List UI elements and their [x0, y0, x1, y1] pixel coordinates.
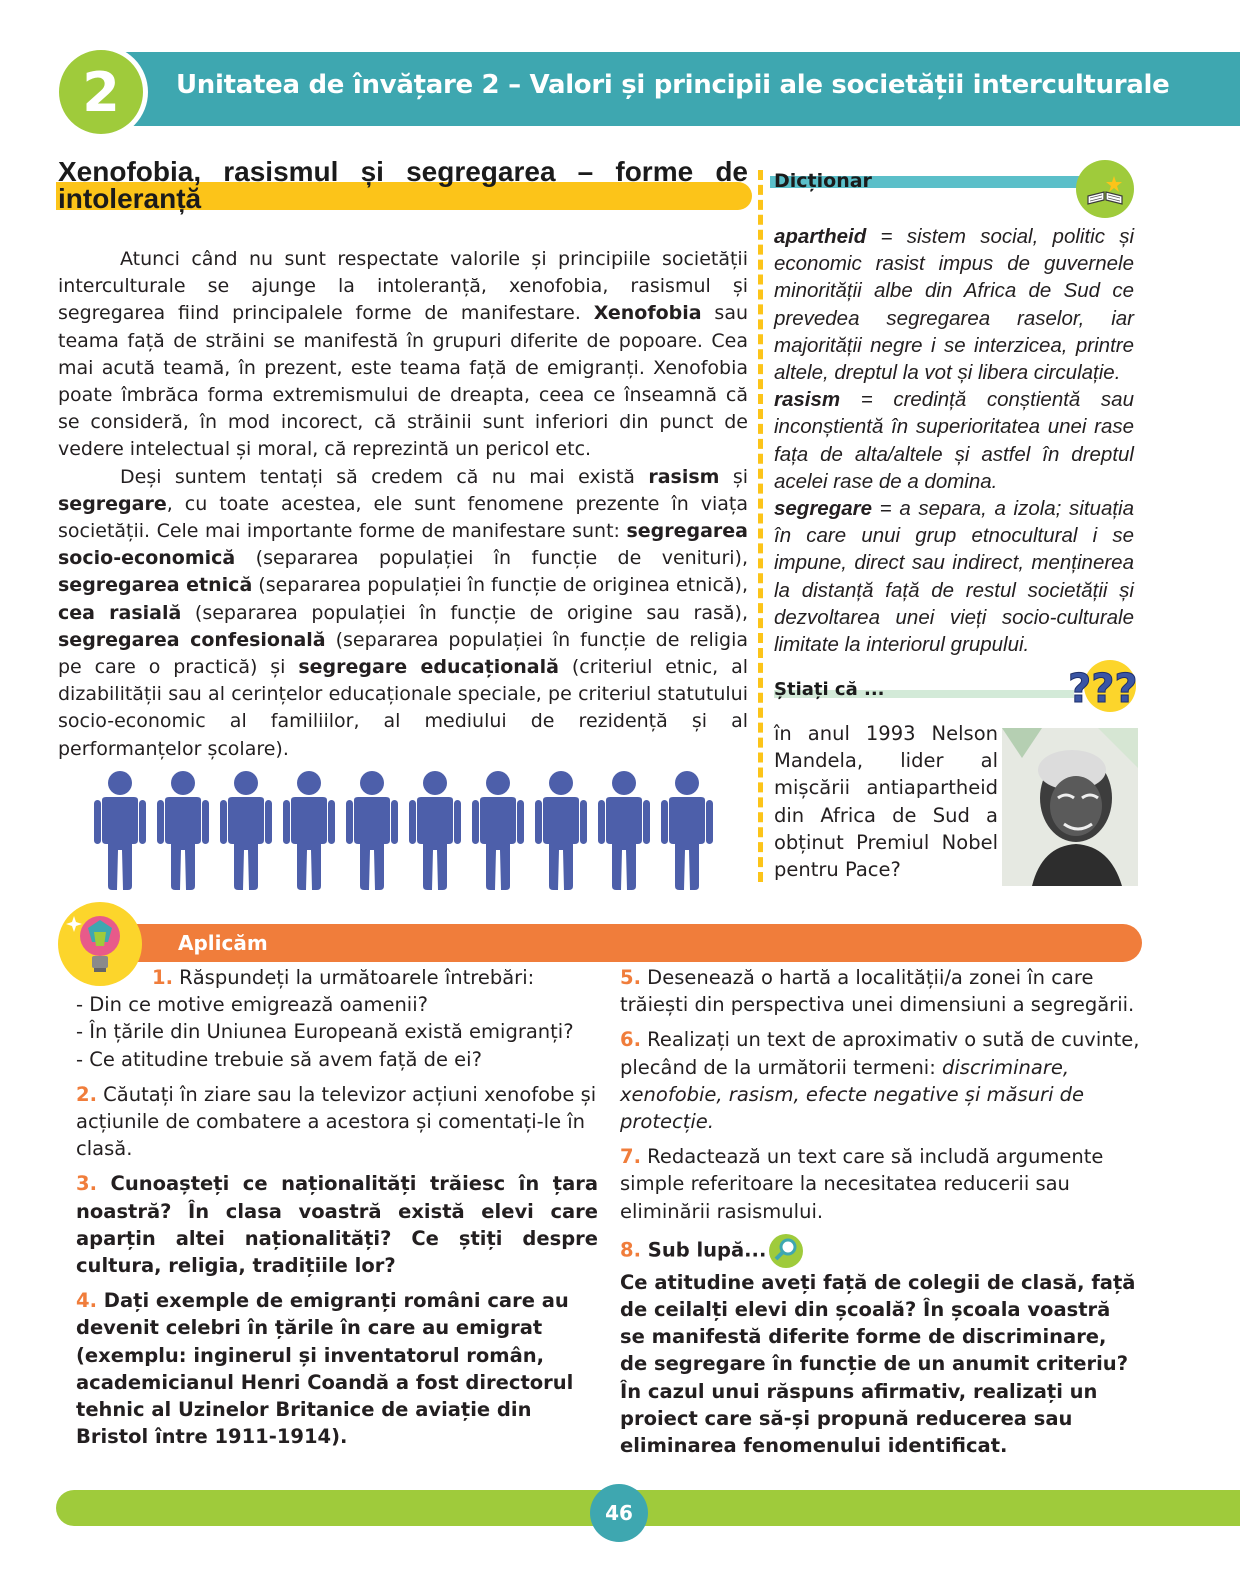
list-item: - Ce atitudine trebuie să avem față de ei? [76, 1047, 482, 1071]
question-4: 4. Dați exemple de emigranți români care au devenit celebri în țările în care au emigrat (exemplu: inginerul și inventatorul român, academicianul Henri Coandă a fost directorul tehnic al Uzinelor Britanice de aviație din Bristol între 1911-1914). [76, 1289, 574, 1449]
person-figure [346, 770, 398, 890]
person-figure [661, 770, 713, 890]
question-8: 8. Sub lupă... [620, 1233, 1140, 1269]
lesson-title-line1: Xenofobia, rasismul și segregarea – forme de [58, 156, 748, 187]
list-item: - Din ce motive emigrează oamenii? [76, 993, 428, 1017]
question-3: 3. Cunoașteți ce naționalități trăiesc în țara noastră? În clasa voastră există elevi care aparțin altei naționalități? Ce știți despre cultura, religia, tradițiile lor? [76, 1172, 598, 1278]
person-figure [598, 770, 650, 890]
dictionary-entry: apartheid = sistem social, politic și economic rasist impus de guvernele minorității albe din Africa de Sud ce prevedea segregarea raselor, iar majorității negre i se interzicea, printre altele, dreptul la vot și libera circulație. [774, 225, 1134, 385]
activities-column-left [76, 964, 598, 1458]
book-icon [1076, 160, 1134, 218]
unit-number-badge [54, 45, 148, 139]
sidebar-divider [758, 170, 763, 882]
dictionary-entry: segregare = a separa, a izola; situația în care unui grup etnocultural i se impune, direct sau indirect, menținerea la distanță față de restul societății și dezvoltarea unei vieți socio-culturale limitate la interiorul grupului. [774, 497, 1134, 657]
footer-band [56, 1490, 1240, 1526]
dictionary-label: Dicționar [774, 170, 872, 192]
question-2: 2. Căutați în ziare sau la televizor acțiuni xenofobe și acțiunile de combatere a acestora și comentați-le în clasă. [76, 1082, 597, 1161]
page-number: 46 [605, 1501, 633, 1525]
svg-text:???: ??? [1068, 666, 1138, 712]
question-5: 5. Desenează o hartă a localității/a zonei în care trăiești din perspectiva unei dimensiuni a segregării. [620, 966, 1135, 1017]
question-marks-icon [1060, 656, 1150, 716]
activities-column-right [620, 964, 1140, 1467]
activities-label: Aplicăm [178, 931, 268, 955]
person-figure [535, 770, 587, 890]
person-figure [157, 770, 209, 890]
question-8-text: Ce atitudine aveți față de colegii de clasă, față de ceilalți elevi din școală? În școala voastră se manifestă diferite forme de discriminare, de segregare în funcție de un anumit criteriu? În cazul unui răspuns afirmativ, realizați un proiect care să-și propună reducerea sau eliminarea fenomenului identificat. [620, 1270, 1136, 1458]
list-item: - În țările din Uniunea Europeană există emigranți? [76, 1020, 574, 1044]
lesson-title [58, 158, 748, 212]
page-number-badge [590, 1484, 648, 1542]
mandela-portrait [1002, 728, 1138, 886]
dictionary-entry: rasism = credință conștientă sau inconștientă în superioritatea unei rase fața de alta/altele și astfel în dreptul acelei rase de a domina. [774, 388, 1134, 493]
lesson-body [58, 246, 748, 763]
paragraph-2: Deși suntem tentați să credem că nu mai există rasism și segregare, cu toate acestea, ele sunt fenomene prezente în viața societății. Cele mai importante forme de manifestare sunt: segregarea socio-economică (separarea populației în funcție de venituri), segregarea etnică (separarea populației în funcție de originea etnică), cea rasială (separarea populației în funcție de origine sau rasă), segregarea confesională (separarea populației în funcție de religia pe care o practică) și segregare educațională (criteriul etnic, al dizabilității sau al cerințelor educaționale speciale, pe criteriul statutului socio-economic al familiilor, al mediului de rezidență și al performanțelor școlare). [58, 465, 749, 760]
unit-number: 2 [82, 60, 120, 124]
activities-band [120, 924, 1142, 962]
question-7: 7. Redactează un text care să includă argumente simple referitoare la necesitatea reducerii sau eliminării rasismului. [620, 1145, 1104, 1223]
did-you-know-label: Știați că ... [774, 679, 885, 700]
people-illustration [94, 770, 714, 890]
paragraph-1: Atunci când nu sunt respectate valorile și principiile societății interculturale se ajunge la intoleranță, xenofobia, rasismul și segregarea fiind principalele forme de manifestare. Xenofobia sau teama față de străini se manifestă în grupuri diferite de popoare. Cea mai acută teamă, în prezent, este teama față de emigranți. Xenofobia poate îmbrăca forma extremismului de dreapta, ceea ce înseamnă că se consideră, în mod incorect, că străinii sunt inferiori din punct de vedere intelectual și moral, că reprezintă un pericol etc. [58, 248, 749, 461]
lesson-title-line2: intoleranță [58, 183, 202, 214]
person-figure [94, 770, 146, 890]
question-6: 6. Realizați un text de aproximativ o sută de cuvinte, plecând de la următorii termeni: discriminare, xenofobie, rasism, efecte negative și măsuri de protecție. [620, 1028, 1140, 1134]
person-figure [220, 770, 272, 890]
question-1-items [76, 991, 598, 1073]
person-figure [472, 770, 524, 890]
person-figure [283, 770, 335, 890]
question-1: 1. Răspundeți la următoarele întrebări: [152, 966, 535, 989]
magnifier-icon [768, 1233, 804, 1269]
person-figure [409, 770, 461, 890]
question-6-terms: discriminare, xenofobie, rasism, efecte negative și măsuri de protecție. [620, 1055, 1085, 1134]
did-you-know-text: în anul 1993 Nelson Mandela, lider al mișcării antiapartheid din Africa de Sud a obținut Premiul Nobel pentru Pace? [774, 722, 998, 882]
unit-title: Unitatea de învățare 2 – Valori și principii ale societății interculturale [176, 70, 1170, 100]
dictionary-entries [774, 223, 1134, 658]
